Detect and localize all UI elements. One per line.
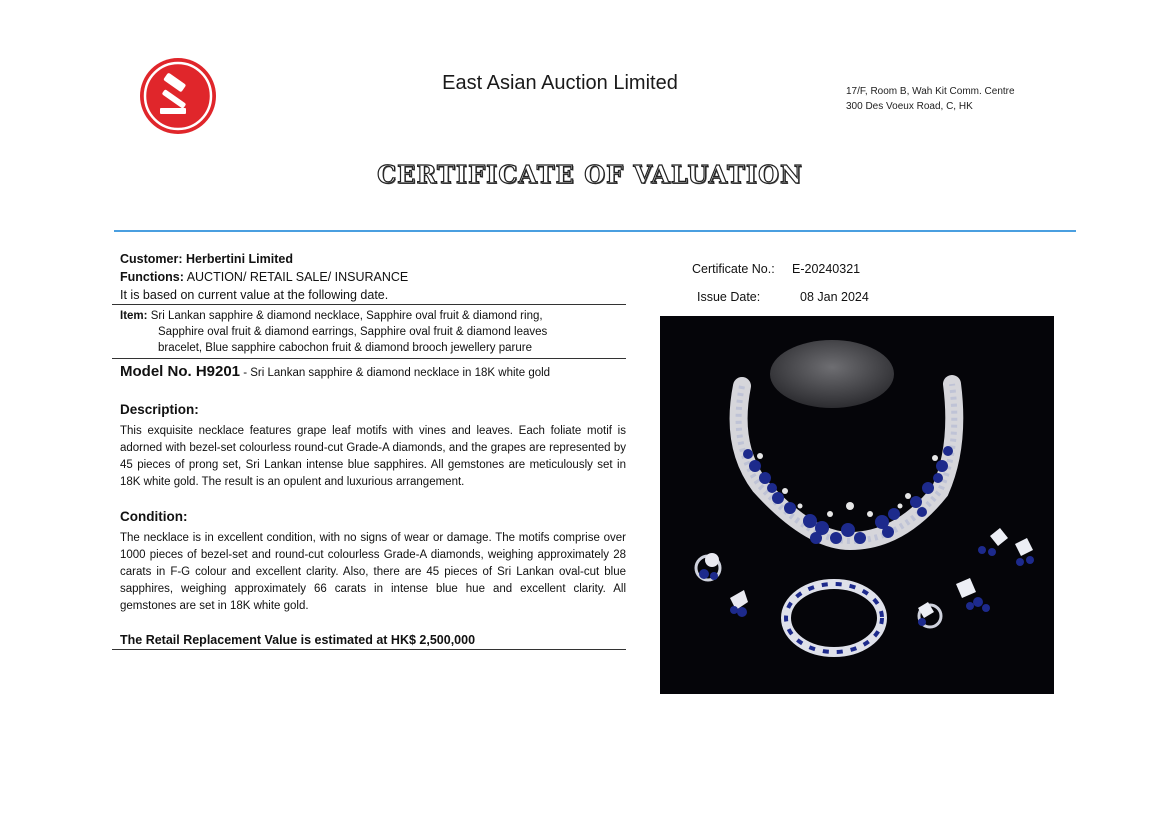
customer-line <box>120 250 626 268</box>
retail-value: The Retail Replacement Value is estimated at HK$ 2,500,000 <box>112 633 626 650</box>
basis-line: It is based on current value at the following date. <box>120 288 389 302</box>
company-address <box>846 84 1015 114</box>
functions-value: AUCTION/ RETAIL SALE/ INSURANCE <box>186 270 409 284</box>
item-block <box>120 305 626 358</box>
item-label: Item: <box>120 310 148 322</box>
item-line: Sapphire oval fruit & diamond earrings, Sapphire oval fruit & diamond leaves <box>158 326 548 338</box>
gavel-icon <box>138 56 218 136</box>
company-name: East Asian Auction Limited <box>442 72 678 94</box>
item-line <box>120 308 626 324</box>
issue-date-value: 08 Jan 2024 <box>800 290 869 304</box>
certificate-number-value: E-20240321 <box>792 262 861 276</box>
functions-line <box>120 268 626 286</box>
condition-text: The necklace is in excellent condition, with no signs of wear or damage. The motifs comprise over 1000 pieces of bezel-set and round-cut colourless Grade-A diamonds, weighing approximately 28 carats in F-G colour and excellent clarity. Also, there are 45 pieces of Sri Lankan oval-cut blue sapphires, weighing approximately 66 carats in intense blue hue and excellent clarity. All gemstones are set in 18K white gold. <box>120 532 626 612</box>
header-divider <box>114 230 1076 232</box>
issue-date <box>697 290 869 304</box>
certificate-number <box>692 262 861 276</box>
address-line: 17/F, Room B, Wah Kit Comm. Centre <box>846 86 1015 97</box>
description-text: This exquisite necklace features grape leaf motifs with vines and leaves. Each foliate motif is adorned with bezel-set colourless round-cut Grade-A diamonds, and the grapes are represented by 45 pieces of prong set, Sri Lankan intense blue sapphires. All gemstones are meticulously set in 18K white gold. The result is an opulent and luxurious arrangement. <box>120 425 626 488</box>
jewellery-photo <box>660 316 1054 694</box>
certificate-title: CERTIFICATE OF VALUATION <box>377 160 803 189</box>
item-line: bracelet, Blue sapphire cabochon fruit & diamond brooch jewellery parure <box>158 342 532 354</box>
functions-label: Functions: <box>120 270 184 284</box>
condition-heading: Condition: <box>120 509 188 524</box>
model-line <box>120 359 626 384</box>
item-text: Sri Lankan sapphire & diamond necklace, Sapphire oval fruit & diamond ring, <box>150 310 543 322</box>
certificate-details <box>120 250 626 650</box>
model-description: - Sri Lankan sapphire & diamond necklace in 18K white gold <box>240 367 551 379</box>
customer-label: Customer: <box>120 252 183 266</box>
address-line: 300 Des Voeux Road, C, HK <box>846 101 973 112</box>
issue-date-label: Issue Date: <box>697 290 761 304</box>
certificate-number-label: Certificate No.: <box>692 262 775 276</box>
description-heading: Description: <box>120 402 199 417</box>
model-number: Model No. H9201 <box>120 363 241 380</box>
customer-name: Herbertini Limited <box>186 252 293 266</box>
